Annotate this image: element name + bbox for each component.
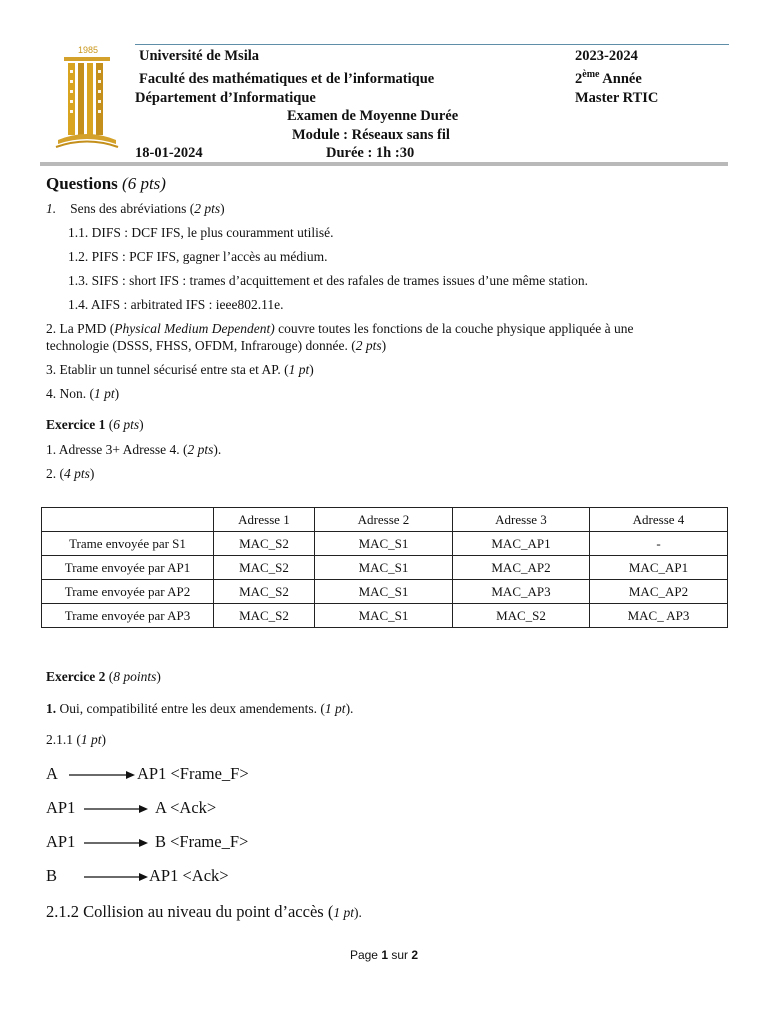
question-3: 3. Etablir un tunnel sécurisé entre sta et AP. (1 pt) <box>46 362 314 377</box>
exercise-2-answer-211: 2.1.1 (1 pt) <box>46 732 107 747</box>
table-row <box>42 532 728 556</box>
table-cell: MAC_AP1 <box>590 556 728 580</box>
exercise-1-heading: Exercice 1 (6 pts) <box>46 417 144 432</box>
table-cell: Trame envoyée par S1 <box>42 532 214 556</box>
table-header-cell: Adresse 3 <box>453 508 590 532</box>
master-program: Master RTIC <box>575 90 659 106</box>
table-cell: MAC_S2 <box>214 604 315 628</box>
table-header-cell: Adresse 2 <box>315 508 453 532</box>
exercise-1-answer-2: 2. (4 pts) <box>46 466 95 481</box>
right-arrow-icon <box>84 838 148 848</box>
question-1-item: 1.2. PIFS : PCF IFS, gagner l’accès au médium. <box>68 249 328 264</box>
question-2-line-1: 2. La PMD (Physical Medium Dependent) couvre toutes les fonctions de la couche physique appliquée à une <box>46 321 634 336</box>
table-row <box>42 556 728 580</box>
study-level: 2ème Année <box>575 69 642 87</box>
table-cell: MAC_AP2 <box>590 580 728 604</box>
table-cell: Trame envoyée par AP2 <box>42 580 214 604</box>
right-arrow-icon <box>84 872 148 882</box>
question-1: 1. Sens des abréviations (2 pts) <box>46 201 225 216</box>
table-cell: MAC_AP3 <box>453 580 590 604</box>
table-cell: MAC_S1 <box>315 532 453 556</box>
table-cell: MAC_AP2 <box>453 556 590 580</box>
module-title: Module : Réseaux sans fil <box>292 127 450 143</box>
table-cell: MAC_AP1 <box>453 532 590 556</box>
table-cell: MAC_S1 <box>315 556 453 580</box>
table-cell: MAC_S1 <box>315 580 453 604</box>
exam-date: 18-01-2024 <box>135 145 203 161</box>
exercise-2-answer-1: 1. Oui, compatibilité entre les deux amendements. (1 pt). <box>46 701 354 716</box>
university-name: Université de Msila <box>139 48 260 64</box>
questions-heading: Questions (6 pts) <box>46 174 166 193</box>
table-cell: MAC_S1 <box>315 604 453 628</box>
exam-title: Examen de Moyenne Durée <box>287 108 459 124</box>
right-arrow-icon <box>84 804 148 814</box>
table-header-cell: Adresse 1 <box>214 508 315 532</box>
flow-source: AP1 <box>46 798 76 817</box>
faculty-name: Faculté des mathématiques et de l’informatique <box>139 71 435 87</box>
table-row <box>42 580 728 604</box>
flow-destination: AP1 <Ack> <box>149 866 229 885</box>
header-top-rule <box>135 44 729 45</box>
table-header-cell: Adresse 4 <box>590 508 728 532</box>
table-cell: MAC_ AP3 <box>590 604 728 628</box>
table-cell: MAC_S2 <box>214 556 315 580</box>
address-table <box>41 507 728 628</box>
flow-source: A <box>46 764 58 783</box>
exercise-2-heading: Exercice 2 (8 points) <box>46 669 161 684</box>
table-cell: MAC_S2 <box>214 580 315 604</box>
flow-destination: AP1 <Frame_F> <box>137 764 249 783</box>
table-cell: Trame envoyée par AP1 <box>42 556 214 580</box>
question-1-item: 1.1. DIFS : DCF IFS, le plus couramment utilisé. <box>68 225 334 240</box>
flow-destination: B <Frame_F> <box>155 832 249 851</box>
table-header-cell <box>42 508 214 532</box>
table-cell: - <box>590 532 728 556</box>
flow-destination: A <Ack> <box>155 798 217 817</box>
university-logo <box>52 44 122 152</box>
exam-duration: Durée : 1h :30 <box>326 145 415 161</box>
exercise-1-answer-1: 1. Adresse 3+ Adresse 4. (2 pts). <box>46 442 222 457</box>
question-2-line-2: technologie (DSSS, FHSS, OFDM, Infrarouge) donnée. (2 pts) <box>46 338 387 353</box>
logo-year: 1985 <box>77 45 99 55</box>
right-arrow-icon <box>69 770 135 780</box>
flow-source: B <box>46 866 58 885</box>
flow-source: AP1 <box>46 832 76 851</box>
exercise-2-answer-212: 2.1.2 Collision au niveau du point d’accès (1 pt). <box>46 902 362 921</box>
page-number: Page 1 sur 2 <box>349 948 419 962</box>
question-1-item: 1.3. SIFS : short IFS : trames d’acquittement et des rafales de trames issues d’une même station. <box>68 273 589 288</box>
academic-year: 2023-2024 <box>575 48 638 64</box>
table-cell: Trame envoyée par AP3 <box>42 604 214 628</box>
table-row <box>42 604 728 628</box>
table-header-row <box>42 508 728 532</box>
question-4: 4. Non. (1 pt) <box>46 386 120 401</box>
table-cell: MAC_S2 <box>453 604 590 628</box>
header-bottom-rule <box>40 162 728 166</box>
department-name: Département d’Informatique <box>135 90 316 106</box>
question-1-item: 1.4. AIFS : arbitrated IFS : ieee802.11e. <box>68 297 284 312</box>
table-cell: MAC_S2 <box>214 532 315 556</box>
